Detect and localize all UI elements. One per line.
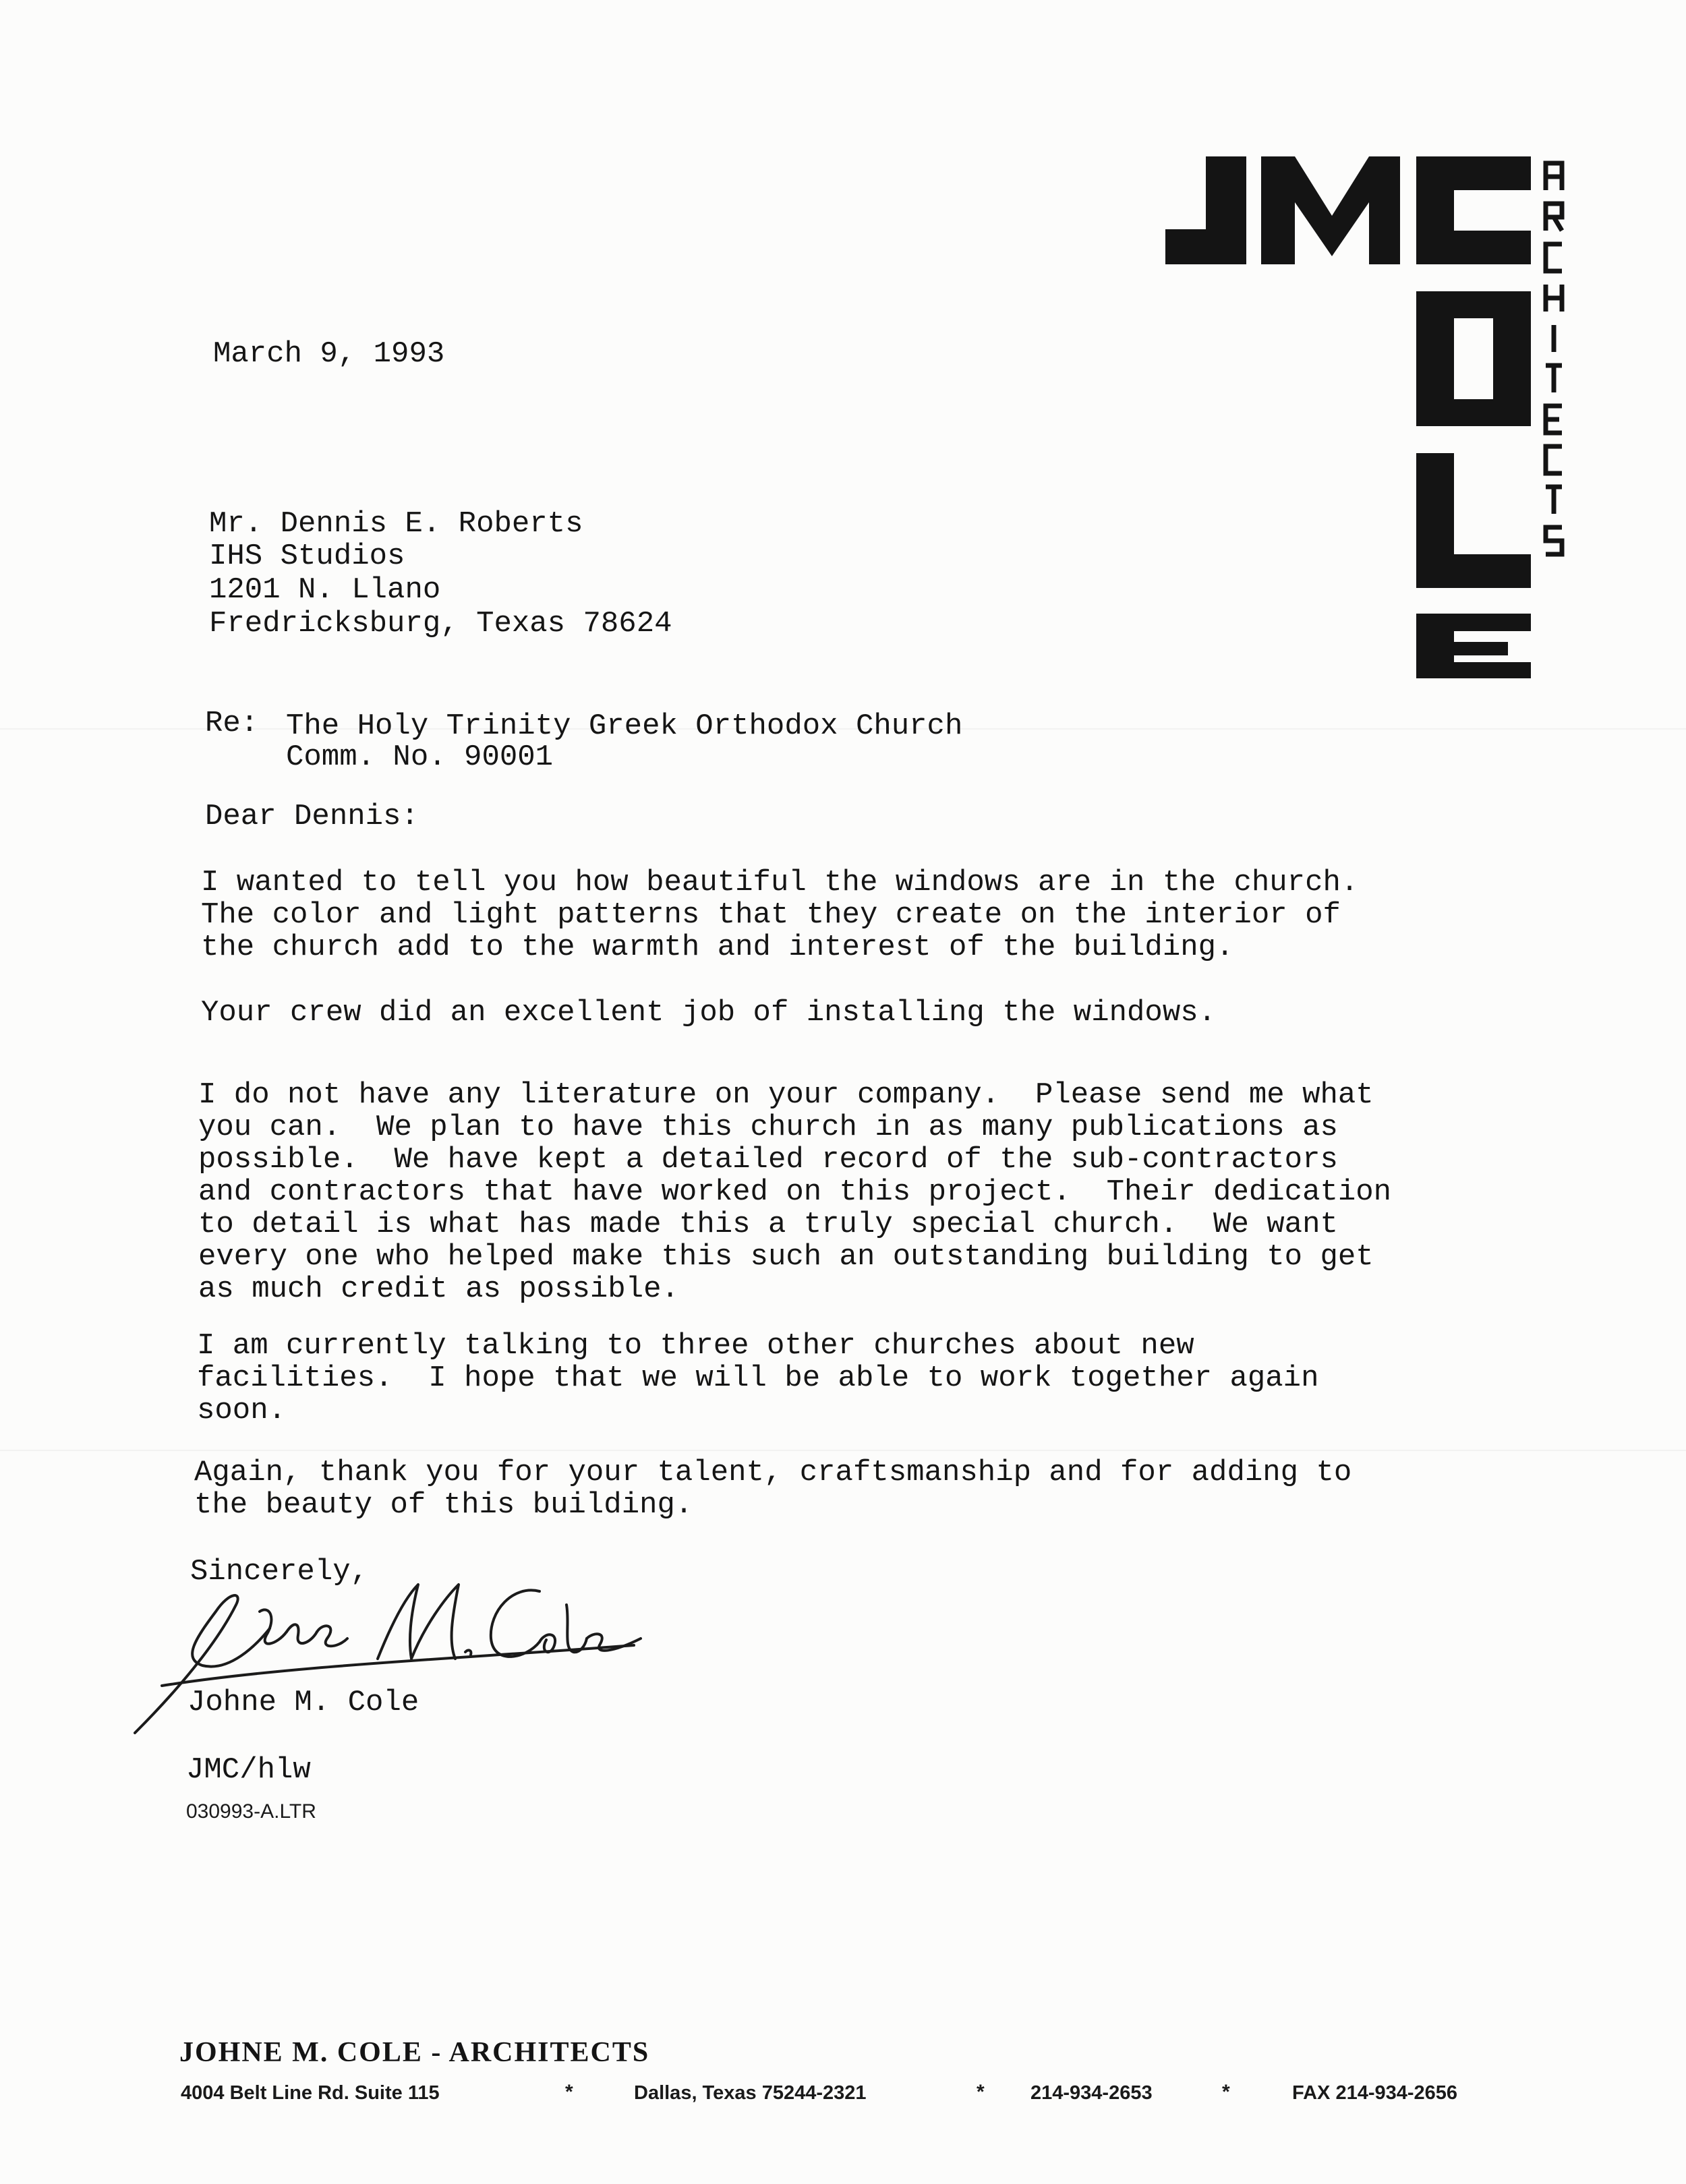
body-line: facilities. I hope that we will be able to work together again — [197, 1361, 1319, 1395]
signer-name: Johne M. Cole — [187, 1686, 419, 1719]
body-line: possible. We have kept a detailed record of the sub-contractors — [198, 1143, 1338, 1177]
footer-separator: * — [565, 2081, 573, 2103]
recipient-city-state-zip: Fredricksburg, Texas 78624 — [209, 607, 672, 641]
body-paragraph-5 — [194, 1456, 1351, 1521]
architects-vertical-letters — [1546, 163, 1562, 554]
body-line: I wanted to tell you how beautiful the windows are in the church. — [201, 866, 1359, 899]
body-line: and contractors that have worked on this project. Their dedication — [198, 1175, 1392, 1209]
body-paragraph-1 — [201, 866, 1358, 964]
footer-phone: 214-934-2653 — [1030, 2082, 1153, 2104]
closing: Sincerely, — [190, 1555, 369, 1589]
body-paragraph-3 — [198, 1079, 1391, 1305]
paper-fold-line — [0, 1450, 1686, 1451]
body-line: the church add to the warmth and interest of the building. — [201, 931, 1234, 964]
footer-firm-name: JOHNE M. COLE - ARCHITECTS — [179, 2037, 650, 2068]
footer-separator: * — [1222, 2081, 1230, 2103]
recipient-name: Mr. Dennis E. Roberts — [209, 507, 583, 541]
body-line: as much credit as possible. — [198, 1272, 679, 1306]
salutation: Dear Dennis: — [205, 800, 419, 833]
recipient-street: 1201 N. Llano — [209, 573, 441, 607]
body-line: you can. We plan to have this church in as many publications as — [198, 1111, 1338, 1144]
body-line: Again, thank you for your talent, craftsmanship and for adding to — [194, 1456, 1352, 1489]
footer-address: 4004 Belt Line Rd. Suite 115 — [181, 2082, 440, 2104]
footer-fax: FAX 214-934-2656 — [1292, 2082, 1458, 2104]
body-line: to detail is what has made this a truly special church. We want — [198, 1208, 1338, 1241]
re-project: The Holy Trinity Greek Orthodox Church — [286, 709, 963, 743]
body-line: The color and light patterns that they create on the interior of — [201, 898, 1341, 932]
re-commission-number: Comm. No. 90001 — [286, 740, 554, 774]
recipient-company: IHS Studios — [209, 539, 405, 573]
footer-city: Dallas, Texas 75244-2321 — [634, 2082, 867, 2104]
file-code: 030993-A.LTR — [186, 1800, 316, 1823]
body-line: I do not have any literature on your company. Please send me what — [198, 1078, 1374, 1112]
jmc-architects-logo — [1160, 142, 1565, 681]
footer-separator: * — [977, 2081, 985, 2103]
body-line: soon. — [197, 1394, 287, 1427]
body-line: every one who helped make this such an outstanding building to get — [198, 1240, 1374, 1274]
body-paragraph-2 — [201, 997, 1216, 1029]
body-line: Your crew did an excellent job of installing the windows. — [201, 996, 1217, 1030]
body-line: the beauty of this building. — [194, 1488, 693, 1522]
re-label: Re: — [205, 707, 259, 740]
logo-graphic — [1160, 142, 1565, 681]
body-line: I am currently talking to three other churches about new — [197, 1329, 1194, 1363]
typist-initials: JMC/hlw — [186, 1753, 311, 1787]
body-paragraph-4 — [197, 1330, 1318, 1427]
letter-date: March 9, 1993 — [213, 337, 445, 371]
